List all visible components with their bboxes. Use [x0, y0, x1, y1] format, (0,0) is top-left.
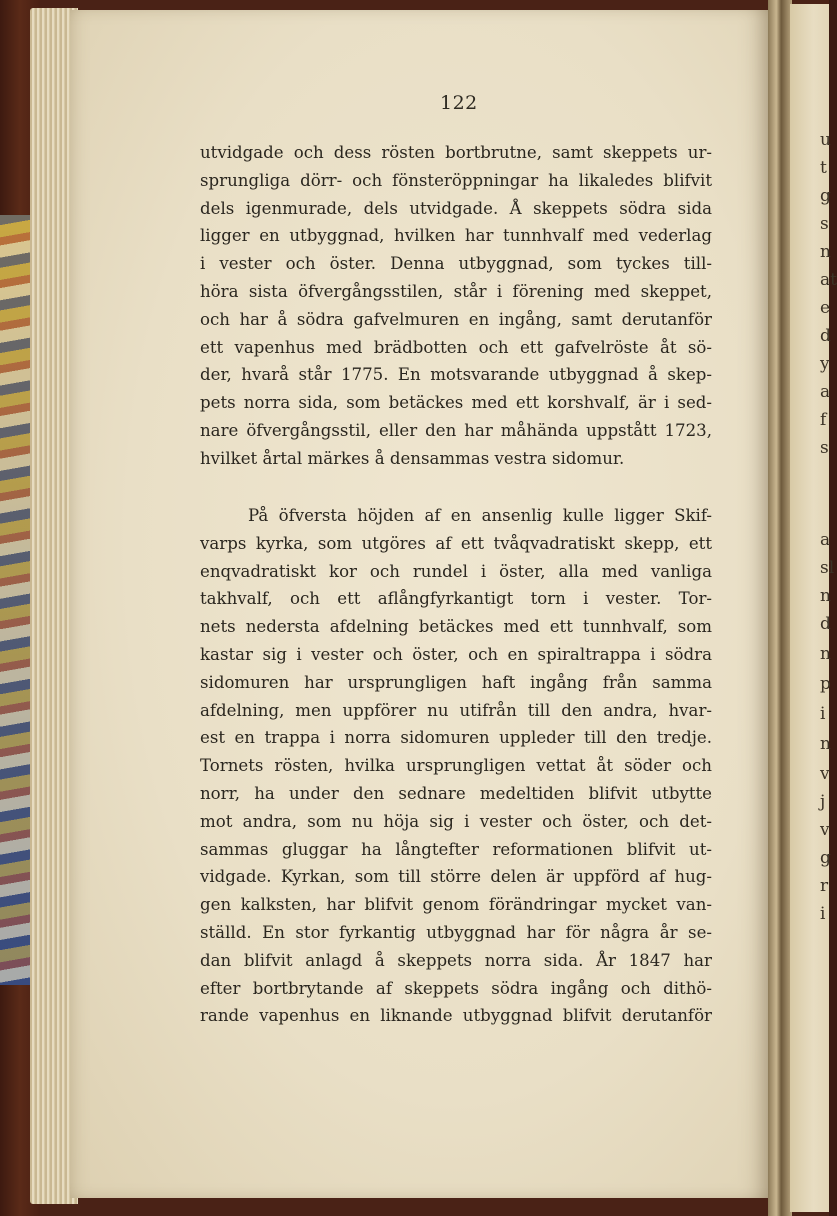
text-line: nets nedersta afdelning betäckes med ett tunnhvalf, som [200, 617, 712, 637]
facing-page-fragment: i [820, 704, 826, 724]
text-line: afdelning, men uppförer nu utifrån till den andra, hvar- [200, 700, 712, 720]
text-line: takhvalf, och ett aflångfyrkantigt torn i vester. Tor- [200, 589, 712, 609]
facing-page-fragment: s [820, 214, 829, 234]
facing-page-fragment: sl [820, 558, 835, 578]
text-line: dan blifvit anlagd å skeppets norra sida. År 1847 har [200, 950, 712, 970]
text-line: est en trappa i norra sidomuren uppleder till den tredje. [200, 728, 712, 748]
facing-page-fragment: n [820, 586, 831, 606]
facing-page-fragment: s [820, 438, 829, 458]
facing-page-fragment: d [820, 614, 831, 634]
text-line: enqvadratiskt kor och rundel i öster, alla med vanliga [200, 561, 712, 581]
facing-page-fragment: n [820, 242, 831, 262]
text-line: På öfversta höjden af en ansenlig kulle ligger Skif- [248, 506, 712, 525]
text-line: pets norra sida, som betäckes med ett korshvalf, är i sed- [200, 393, 712, 413]
facing-page-fragment: a [820, 530, 831, 550]
facing-page-fragment: u [820, 130, 831, 150]
text-line: vidgade. Kyrkan, som till större delen är uppförd af hug- [200, 867, 712, 887]
text-line: kastar sig i vester och öster, och en spiraltrappa i södra [200, 644, 712, 664]
facing-page-fragment: v [820, 820, 830, 840]
facing-page-fragment: g [820, 186, 831, 206]
facing-page-fragment: e [820, 298, 831, 318]
facing-page-fragment: n [820, 734, 831, 754]
text-line: sidomuren har ursprungligen haft ingång från samma [200, 672, 712, 692]
text-line: varps kyrka, som utgöres af ett tvåqvadratiskt skepp, ett [200, 533, 712, 553]
text-line: ligger en utbyggnad, hvilken har tunnhvalf med vederlag [200, 226, 712, 246]
facing-page-fragment: y [820, 354, 830, 374]
text-line: ställd. En stor fyrkantig utbyggnad har för några år se- [200, 922, 712, 942]
facing-page-fragment: f [820, 410, 827, 430]
facing-page-fragment: n [820, 644, 831, 664]
text-line: mot andra, som nu höja sig i vester och öster, och det- [200, 811, 712, 831]
text-line: nare öfvergångsstil, eller den har måhända uppstått 1723, [200, 420, 712, 440]
facing-page-fragment: r [820, 876, 829, 896]
facing-page-edge [790, 4, 837, 1212]
facing-page-fragment: a [820, 382, 831, 402]
text-line: sprungliga dörr- och fönsteröppningar ha likaledes blifvit [200, 170, 712, 190]
text-line: i vester och öster. Denna utbyggnad, som tyckes till- [200, 254, 712, 274]
text-line: norr, ha under den sednare medeltiden blifvit utbytte [200, 783, 712, 803]
facing-page-fragment: d [820, 326, 831, 346]
text-line: Tornets rösten, hvilka ursprungligen vettat åt söder och [200, 756, 712, 776]
text-line: ett vapenhus med brädbotten och ett gafvelröste åt sö- [200, 337, 712, 357]
page-number: 122 [440, 92, 478, 114]
text-line: rande vapenhus en liknande utbyggnad blifvit derutanför [200, 1006, 712, 1026]
marbled-endpaper [0, 215, 34, 985]
book-gutter [768, 0, 792, 1216]
facing-page-fragment: v [820, 764, 830, 784]
text-line: dels igenmurade, dels utvidgade. Å skeppets södra sida [200, 198, 712, 218]
text-line: sammas gluggar ha långtefter reformationen blifvit ut- [200, 839, 712, 859]
text-line: efter bortbrytande af skeppets södra ingång och dithö- [200, 978, 712, 998]
text-line: der, hvarå står 1775. En motsvarande utbyggnad å skep- [200, 365, 712, 385]
text-line: höra sista öfvergångsstilen, står i förening med skeppet, [200, 281, 712, 301]
facing-page-fragment: at [820, 270, 837, 290]
text-line: gen kalksten, har blifvit genom förändringar mycket van- [200, 895, 712, 915]
facing-page-fragment: t [820, 158, 827, 178]
paragraph-1 [200, 139, 712, 473]
facing-page-fragment: g [820, 848, 831, 868]
facing-page-fragment: p [820, 674, 831, 694]
text-line: och har å södra gafvelmuren en ingång, samt derutanför [200, 309, 712, 329]
text-line: utvidgade och dess rösten bortbrutne, samt skeppets ur- [200, 143, 712, 162]
facing-page-fragment: i [820, 904, 826, 924]
facing-page-fragment: j [820, 792, 826, 812]
text-line: hvilket årtal märkes å densammas vestra sidomur. [200, 448, 625, 468]
paragraph-2 [200, 502, 712, 1030]
